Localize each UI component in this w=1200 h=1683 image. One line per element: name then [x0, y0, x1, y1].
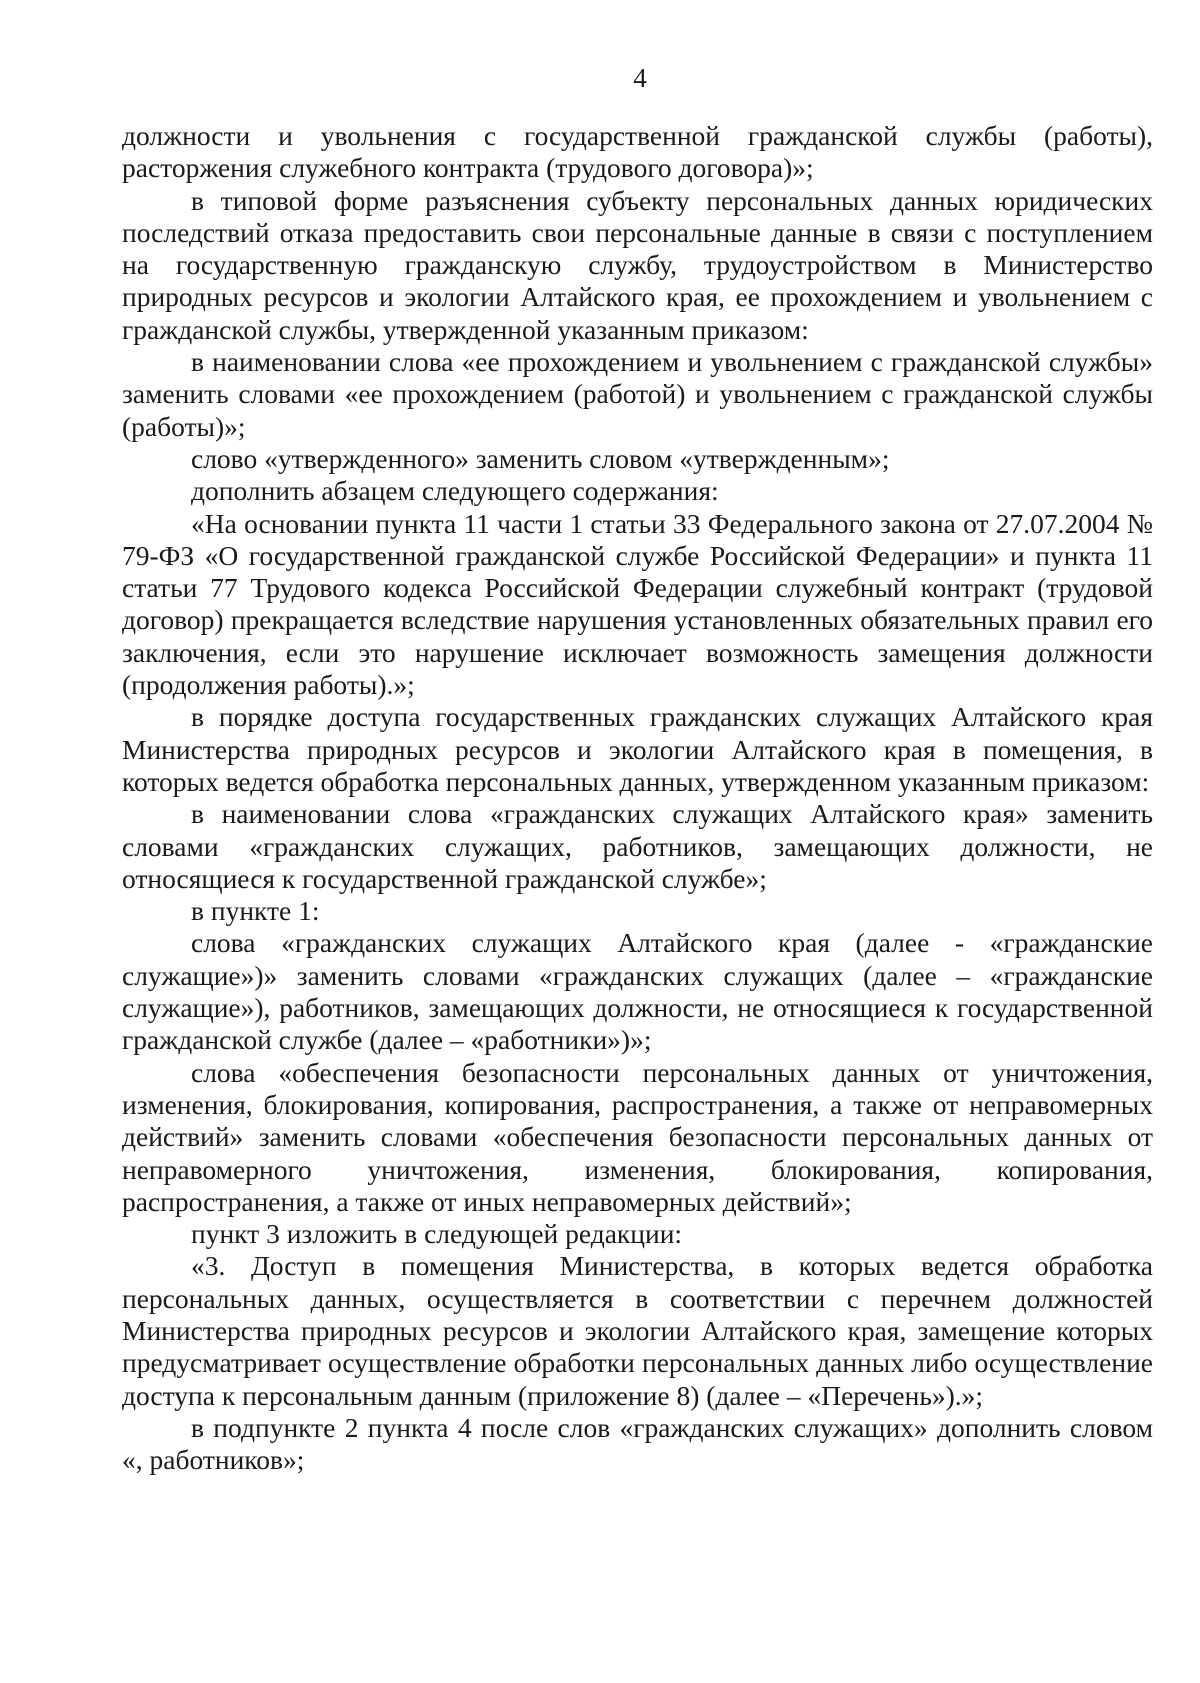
paragraph: в подпункте 2 пункта 4 после слов «гражданских служащих» дополнить словом «, работников»;	[122, 1411, 1153, 1476]
paragraph-continuation: должности и увольнения с государственной гражданской службы (работы), расторжения служебного контракта (трудового договора)»;	[122, 120, 1153, 184]
paragraph: в наименовании слова «ее прохождением и увольнением с гражданской службы» заменить словами «ее прохождением (работой) и увольнением с гражданской службы (работы)»;	[122, 346, 1153, 442]
paragraph: в пункте 1:	[191, 895, 320, 927]
paragraph: в наименовании слова «гражданских служащих Алтайского края» заменить словами «гражданских служащих, работников, замещающих должности, не относящиеся к государственной гражданской службе»;	[122, 798, 1153, 894]
paragraph: слова «обеспечения безопасности персональных данных от уничтожения, изменения, блокирования, копирования, распространения, а также от неправомерных действий» заменить словами «обеспечения безопасности персональных данных от неправомерного уничтожения, изменения, блокирования, копирования, распространения, а также от иных неправомерных действий»;	[122, 1056, 1153, 1217]
paragraph: в типовой форме разъяснения субъекту персональных данных юридических последствий отказа предоставить свои персональные данные в связи с поступлением на государственную гражданскую службу, трудоустройством в Министерство природных ресурсов и экологии Алтайского края, ее прохождением и увольнением с гражданской службы, утвержденной указанным приказом:	[122, 184, 1153, 345]
document-body	[122, 120, 1153, 1476]
page-number: 4	[633, 63, 647, 93]
paragraph: в порядке доступа государственных гражданских служащих Алтайского края Министерства природных ресурсов и экологии Алтайского края в помещения, в которых ведется обработка персональных данных, утвержденном указанным приказом:	[122, 701, 1153, 797]
paragraph: пункт 3 изложить в следующей редакции:	[191, 1218, 683, 1250]
paragraph: слова «гражданских служащих Алтайского края (далее - «гражданские служащие»)» заменить словами «гражданских служащих (далее – «гражданские служащие»), работников, замещающих должности, не относящиеся к государственной гражданской службе (далее – «работники»)»;	[122, 927, 1153, 1056]
paragraph-quoted-amendment: «3. Доступ в помещения Министерства, в которых ведется обработка персональных данных, осуществляется в соответствии с перечнем должностей Министерства природных ресурсов и экологии Алтайского края, замещение которых предусматривает осуществление обработки персональных данных либо осуществление доступа к персональным данным (приложение 8) (далее – «Перечень»).»;	[122, 1250, 1153, 1411]
paragraph: дополнить абзацем следующего содержания:	[191, 475, 719, 507]
paragraph-quoted-amendment: «На основании пункта 11 части 1 статьи 33 Федерального закона от 27.07.2004 № 79-ФЗ «О государственной гражданской службе Российской Федерации» и пункта 11 статьи 77 Трудового кодекса Российской Федерации служебный контракт (трудовой договор) прекращается вследствие нарушения установленных обязательных правил его заключения, если это нарушение исключает возможность замещения должности (продолжения работы).»;	[122, 507, 1153, 701]
paragraph: слово «утвержденного» заменить словом «утвержденным»;	[191, 442, 890, 474]
